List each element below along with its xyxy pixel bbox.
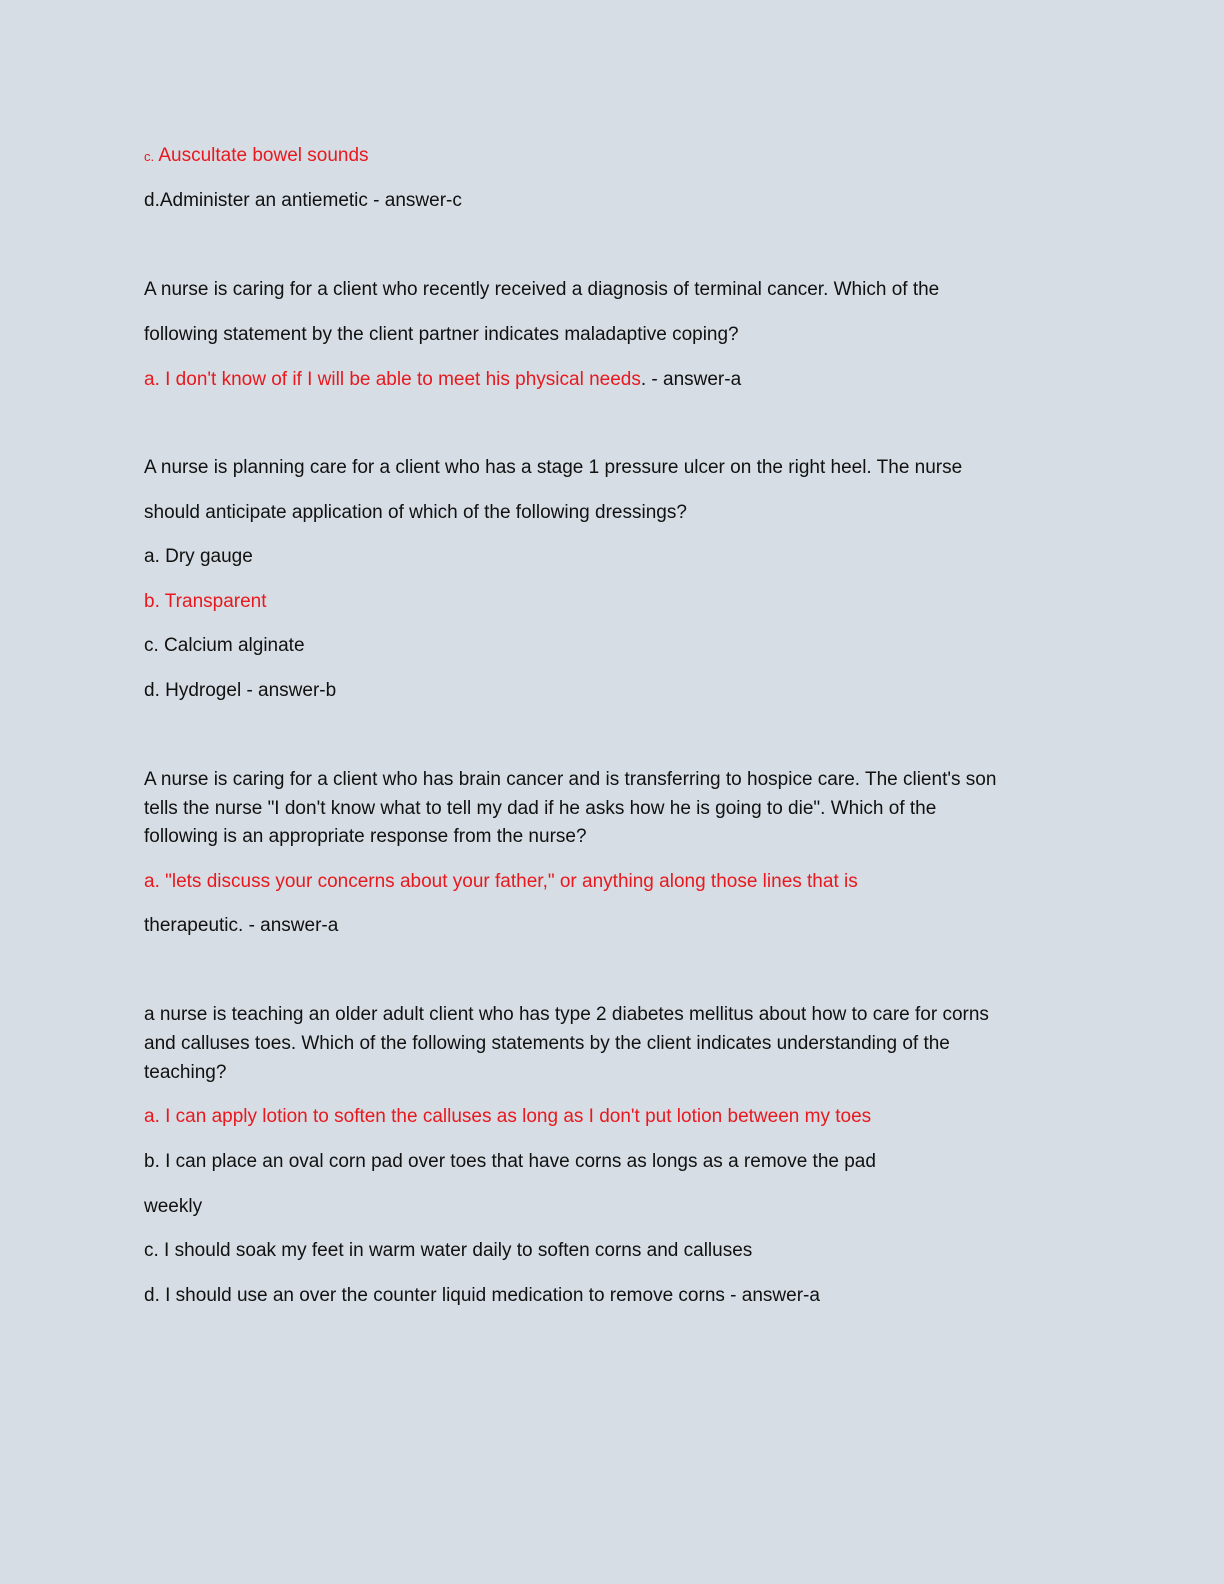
question-5-option-b: b. I can place an oval corn pad over toes that have corns as longs as a remove the pad	[144, 1151, 876, 1172]
question-5-line-1: a nurse is teaching an older adult client who has type 2 diabetes mellitus about how to care for corns	[144, 1004, 989, 1025]
question-5-line-2: and calluses toes. Which of the following statements by the client indicates understanding of the	[144, 1033, 950, 1054]
question-5-option-c: c. I should soak my feet in warm water daily to soften corns and calluses	[144, 1240, 753, 1261]
question-3-option-b: b. Transparent	[144, 591, 267, 612]
question-5-option-b-continued: weekly	[144, 1196, 203, 1217]
question-5-line-3: teaching?	[144, 1062, 227, 1083]
question-3-option-d: d. Hydrogel - answer-b	[144, 680, 337, 701]
question-3-line-2: should anticipate application of which of the following dressings?	[144, 502, 687, 523]
question-5-option-a: a. I can apply lotion to soften the calluses as long as I don't put lotion between my toes	[144, 1106, 872, 1127]
question-4-answer: a. "lets discuss your concerns about your father," or anything along those lines that is	[144, 871, 858, 892]
option-text: Auscultate bowel sounds	[154, 145, 369, 166]
question-5-option-d: d. I should use an over the counter liquid medication to remove corns - answer-a	[144, 1285, 820, 1306]
question-4-line-1: A nurse is caring for a client who has brain cancer and is transferring to hospice care. The client's son	[144, 769, 997, 790]
question-3-option-a: a. Dry gauge	[144, 546, 253, 567]
question-4-answer-continued: therapeutic. - answer-a	[144, 915, 339, 936]
question-2-line-2: following statement by the client partner indicates maladaptive coping?	[144, 324, 739, 345]
answer-highlight: a. I don't know of if I will be able to meet his physical needs	[144, 369, 641, 390]
question-3-option-c: c. Calcium alginate	[144, 635, 305, 656]
answer-key: . - answer-a	[640, 369, 742, 390]
option-d-answer: d.Administer an antiemetic - answer-c	[144, 190, 462, 211]
question-4-line-3: following is an appropriate response from the nurse?	[144, 826, 587, 847]
option-letter: c.	[144, 149, 155, 164]
question-4-line-2: tells the nurse "I don't know what to tell my dad if he asks how he is going to die". Which of the	[144, 798, 937, 819]
question-2-line-1: A nurse is caring for a client who recently received a diagnosis of terminal cancer. Which of the	[144, 279, 940, 300]
question-3-line-1: A nurse is planning care for a client who has a stage 1 pressure ulcer on the right heel. The nurse	[144, 457, 963, 478]
option-c-auscultate	[144, 141, 369, 171]
question-2-answer	[144, 365, 741, 394]
